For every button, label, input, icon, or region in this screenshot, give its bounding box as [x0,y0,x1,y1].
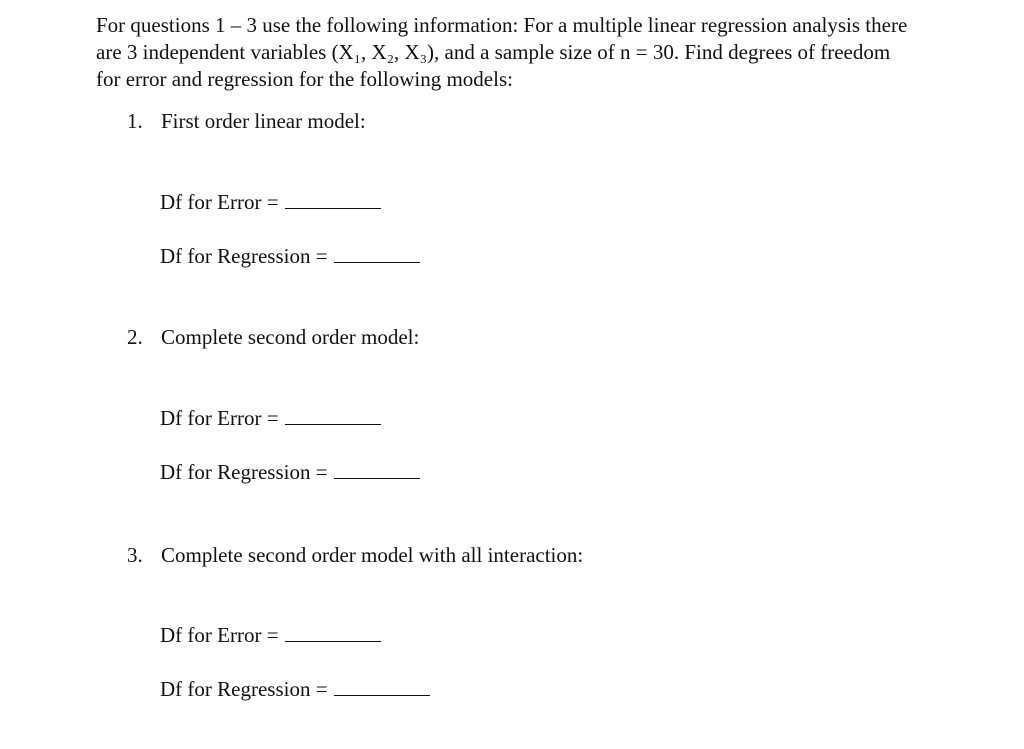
question-3-number: 3. [127,543,143,567]
question-1-heading [127,108,366,135]
question-1-regression-row [160,243,420,270]
question-3-title: Complete second order model with all interaction: [161,543,584,567]
question-1-regression-label: Df for Regression = [160,244,328,268]
question-1-error-blank[interactable] [285,190,381,209]
question-3-regression-blank[interactable] [334,677,430,696]
intro-line-2: are 3 independent variables (X₁, X₂, X₃), and a sample size of n = 30. Find degrees of freedom [96,40,891,64]
question-2-regression-blank[interactable] [334,460,420,479]
question-1-title: First order linear model: [161,109,366,133]
question-2-number: 2. [127,325,143,349]
question-2-heading [127,324,419,351]
question-2-title: Complete second order model: [161,325,420,349]
intro-line-1: For questions 1 – 3 use the following information: For a multiple linear regression analysis there [96,13,908,37]
question-2-error-label: Df for Error = [160,406,279,430]
question-3-error-row [160,622,381,649]
question-2-regression-row [160,459,420,486]
question-3-error-label: Df for Error = [160,623,279,647]
question-2-regression-label: Df for Regression = [160,460,328,484]
question-2-error-blank[interactable] [285,406,381,425]
question-3-heading [127,542,583,569]
question-1-error-label: Df for Error = [160,190,279,214]
question-3-regression-row [160,676,430,703]
question-1-number: 1. [127,109,143,133]
question-1-error-row [160,189,381,216]
intro-paragraph [96,12,956,93]
question-3-error-blank[interactable] [285,623,381,642]
question-1-regression-blank[interactable] [334,244,420,263]
intro-line-3: for error and regression for the following models: [96,67,513,91]
question-3-regression-label: Df for Regression = [160,677,328,701]
question-2-error-row [160,405,381,432]
